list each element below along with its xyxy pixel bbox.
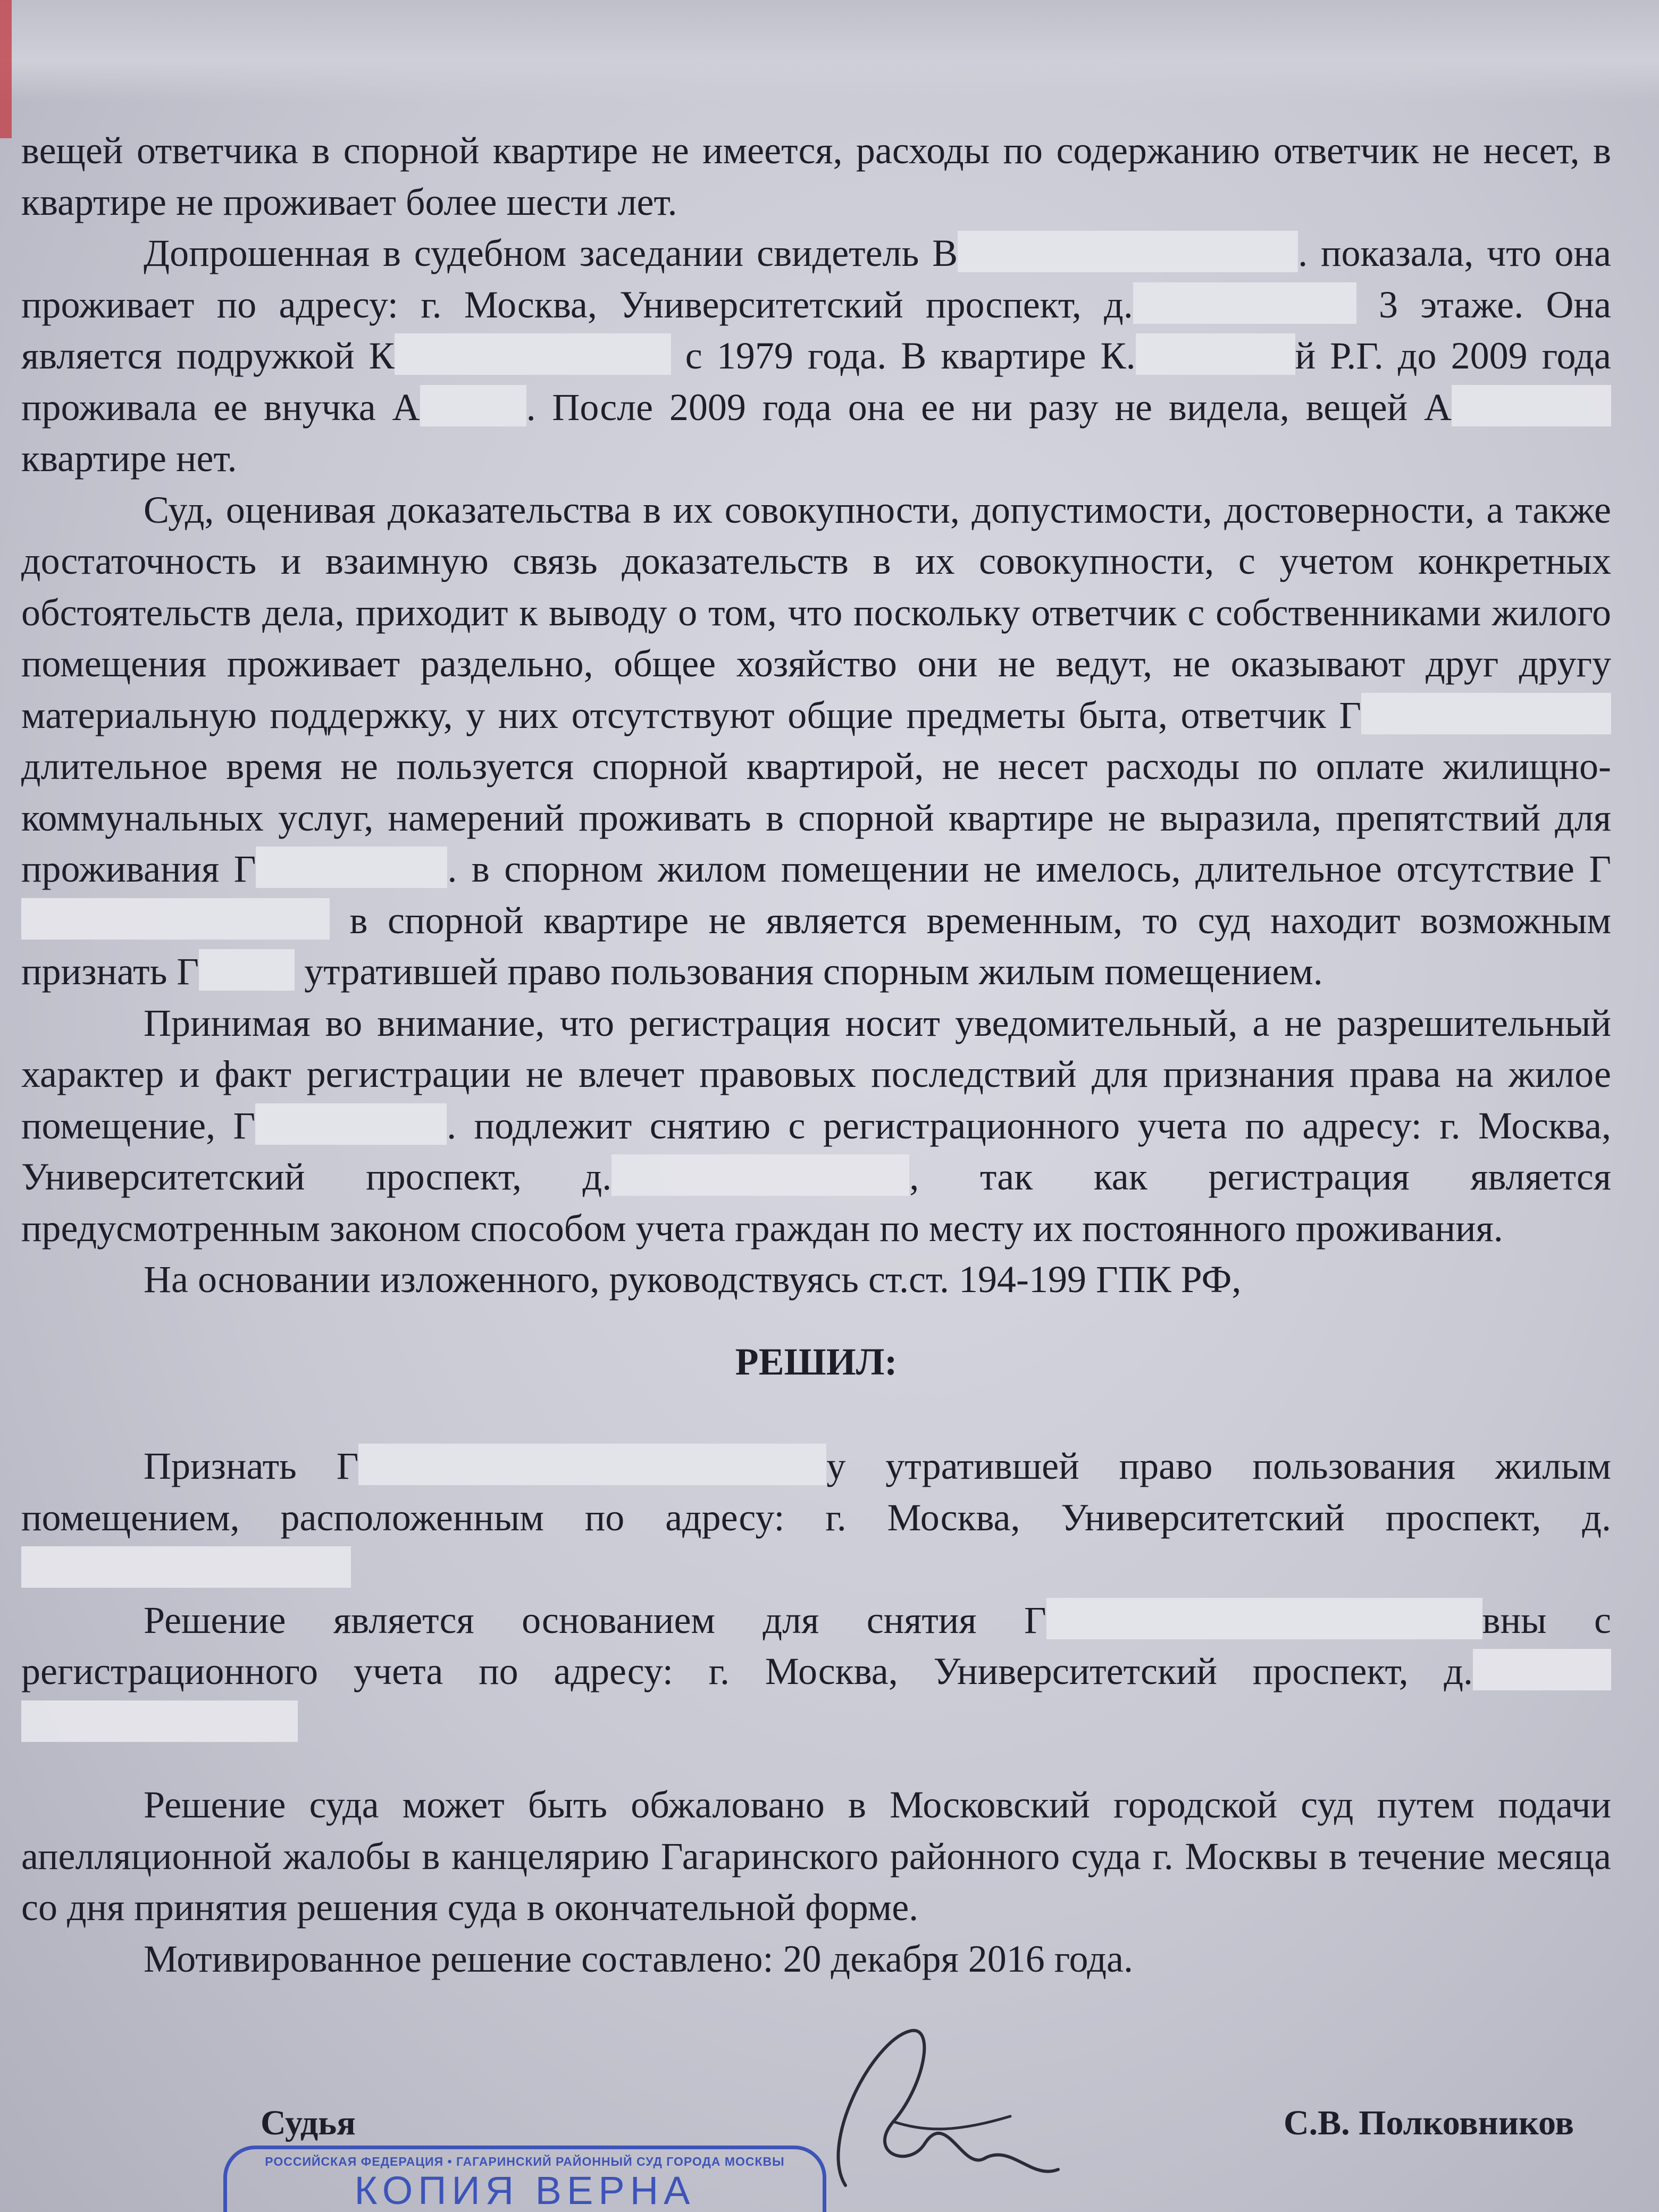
red-binder-strip <box>0 0 12 138</box>
redaction-mark <box>395 333 671 375</box>
paragraph-registration: Принимая во внимание, что регистрация носит уведомительный, а не разрешительный характер и факт регистрации не влечет правовых последствий для признания права на жилое помещение, Г . подлежит снятию с регистрационного учета по адресу: г. Москва, Университетский проспект, д. , так как регистрация является предусмотренным законом способом учета граждан по месту их постоянного проживания. <box>21 1001 1612 1250</box>
judge-name: С.В. Полковников <box>1283 2104 1574 2142</box>
redaction-mark <box>199 949 295 991</box>
redaction-mark <box>958 231 1298 272</box>
document-body <box>21 125 1611 1984</box>
redaction-mark <box>420 385 526 426</box>
paragraph-appeal: Решение суда может быть обжаловано в Московский городской суд путем подачи апелляционной жалобы в канцелярию Гагаринского районного суда г. Москвы в течение месяца со дня принятия решения суда в окончательной форме. <box>21 1783 1611 1929</box>
redaction-mark <box>1452 385 1611 426</box>
stamp-main-text: КОПИЯ ВЕРНА <box>354 2168 696 2212</box>
redaction-mark <box>611 1154 782 1196</box>
paragraph-court-assessment: Суд, оценивая доказательства в их совокупности, допустимости, достоверности, а также достаточность и взаимную связь доказательств в их совокупности, с учетом конкретных обстоятельств дела, приходит к выводу о том, что поскольку ответчик с собственниками жилого помещения проживает раздельно, общее хозяйство они не ведут, не оказывают друг другу материальную поддержку, у них отсутствуют общие предметы быта, ответчик Г длительное время не пользуется спорной квартирой, не несет расходы по оплате жилищно-коммунальных услуг, намерений проживать в спорной квартире не выразила, препятствий для проживания Г . в спорном жилом помещении не имелось, длительное отсутствие Г в спорной квартире не является временным, то суд находит возможным признать Г утратившей право пользования спорным жилым помещением. <box>21 488 1612 993</box>
redaction-mark <box>256 847 447 888</box>
stamp-ring-text: РОССИЙСКАЯ ФЕДЕРАЦИЯ • ГАГАРИНСКИЙ РАЙОННЫЙ СУД ГОРОДА МОСКВЫ <box>265 2155 785 2168</box>
paragraph-witness: Допрошенная в судебном заседании свидетель В . показала, что она проживает по адресу: г. Москва, Университетский проспект, д. 3 этаже. Она является подружкой К с 1979 года. В квартире К. й Р.Г. до 2009 года проживала ее внучка А . После 2009 года она ее ни разу не видела, вещей А квартире нет. <box>21 232 1612 480</box>
redaction-mark <box>1133 282 1356 324</box>
judge-label: Судья <box>261 2104 356 2142</box>
redaction-mark <box>1136 333 1295 375</box>
paragraph-ruling-deregister: Решение является основанием для снятия Г вны с регистрационного учета по адресу: г. Москва, Университетский проспект, д. <box>21 1595 1611 1749</box>
paragraph-date: Мотивированное решение составлено: 20 декабря 2016 года. <box>144 1937 1133 1980</box>
paragraph-ruling-recognize: Признать Г у утратившей право пользования жилым помещением, расположенным по адресу: г. Москва, Университетский проспект, д. <box>21 1440 1611 1595</box>
redaction-mark <box>1473 1649 1611 1690</box>
redaction-mark <box>358 1444 826 1485</box>
redaction-mark <box>1361 693 1611 734</box>
redaction-mark <box>782 1154 909 1196</box>
redaction-mark <box>1046 1598 1482 1639</box>
paragraph-intro: вещей ответчика в спорной квартире не имеется, расходы по содержанию ответчик не несет, в квартире не проживает более шести лет. <box>21 129 1611 223</box>
redaction-mark <box>21 1700 298 1742</box>
redaction-mark <box>21 1546 351 1588</box>
page-edge-shadow <box>0 0 1659 101</box>
redaction-mark <box>255 1103 447 1145</box>
court-stamp <box>223 2146 826 2212</box>
paragraph-legal-basis: На основании изложенного, руководствуясь ст.ст. 194-199 ГПК РФ, <box>144 1258 1242 1301</box>
redaction-mark <box>21 898 330 940</box>
decision-heading: РЕШИЛ: <box>735 1340 898 1383</box>
